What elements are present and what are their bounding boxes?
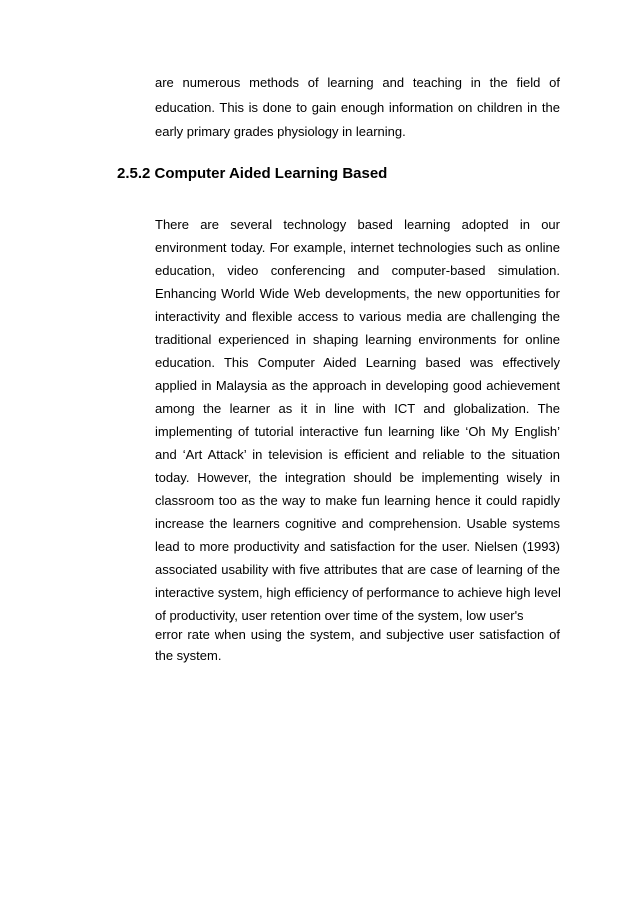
body-line-14: increase the learners cognitive and comprehension. Usable systems <box>155 516 560 531</box>
intro-line-1: are numerous methods of learning and teaching in the field of <box>155 75 560 90</box>
body-line-4: Enhancing World Wide Web developments, the new opportunities for <box>155 286 560 301</box>
body-line-6: traditional experienced in shaping learning environments for online <box>155 332 560 347</box>
section-heading: 2.5.2 Computer Aided Learning Based <box>117 165 388 182</box>
body-line-2: environment today. For example, internet technologies such as online <box>155 240 560 255</box>
body-line-18: of productivity, user retention over time of the system, low user's <box>155 608 524 623</box>
body-line-7: education. This Computer Aided Learning based was effectively <box>155 355 560 370</box>
intro-line-2: education. This is done to gain enough information on children in the <box>155 100 560 115</box>
body-line-10: implementing of tutorial interactive fun learning like ‘Oh My English’ <box>155 424 560 439</box>
body-line-3: education, video conferencing and computer-based simulation. <box>155 263 560 278</box>
body-line-15: lead to more productivity and satisfaction for the user. Nielsen (1993) <box>155 539 560 554</box>
body-line-16: associated usability with five attributes that are case of learning of the <box>155 562 560 577</box>
body-line-9: among the learner as it in line with ICT and globalization. The <box>155 401 560 416</box>
intro-line-3: early primary grades physiology in learning. <box>155 124 406 139</box>
body-line-17: interactive system, high efficiency of performance to achieve high level <box>155 585 561 600</box>
body-line-20: the system. <box>155 648 222 663</box>
body-line-19: error rate when using the system, and subjective user satisfaction of <box>155 627 560 642</box>
body-line-13: classroom too as the way to make fun learning hence it could rapidly <box>155 493 560 508</box>
body-line-8: applied in Malaysia as the approach in developing good achievement <box>155 378 560 393</box>
body-line-1: There are several technology based learning adopted in our <box>155 217 560 232</box>
body-line-11: and ‘Art Attack’ in television is efficient and reliable to the situation <box>155 447 560 462</box>
body-line-5: interactivity and flexible access to various media are challenging the <box>155 309 560 324</box>
body-line-12: today. However, the integration should be implementing wisely in <box>155 470 560 485</box>
